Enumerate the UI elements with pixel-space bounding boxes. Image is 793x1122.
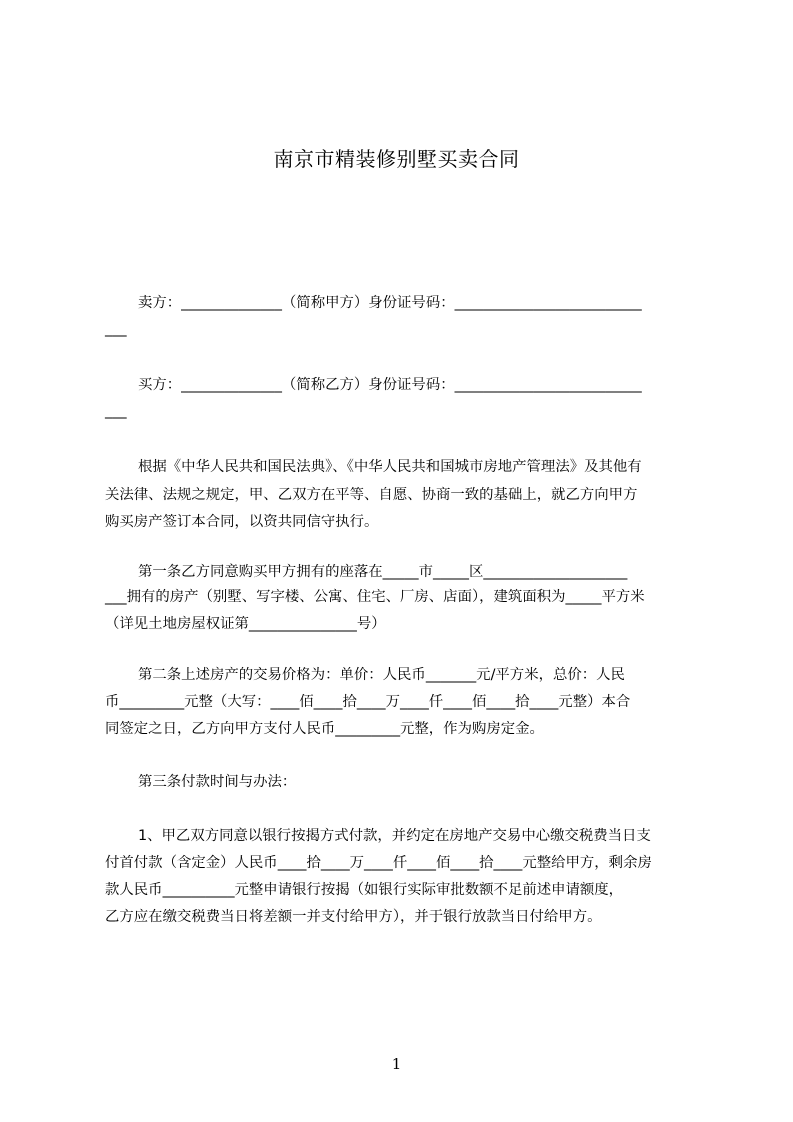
article-2-line-1: 第二条上述房产的交易价格为：单价：人民币_______元/平方米，总价：人民 [138, 667, 625, 683]
seller-line-continued: ___ [105, 321, 127, 337]
payment-clause-line-2: 付首付款（含定金）人民币____拾____万____仟____佰____拾____元整给甲方，剩余房 [105, 855, 652, 871]
buyer-line-continued: ___ [105, 403, 127, 419]
seller-line: 卖方：______________（简称甲方）身份证号码：__________________________ [138, 295, 642, 311]
article-2-line-3: 同签定之日，乙方向甲方支付人民币_________元整，作为购房定金。 [105, 721, 544, 737]
buyer-line: 买方：______________（简称乙方）身份证号码：__________________________ [138, 377, 642, 393]
article-3-heading: 第三条付款时间与办法： [138, 774, 297, 790]
payment-clause-line-1: 1、甲乙双方同意以银行按揭方式付款，并约定在房地产交易中心缴交税费当日支 [138, 828, 651, 844]
preamble-line-3: 购买房产签订本合同，以资共同信守执行。 [105, 514, 379, 530]
payment-clause-line-4: 乙方应在缴交税费当日将差额一并支付给甲方），并于银行放款当日付给甲方。 [105, 909, 602, 925]
document-title: 南京市精装修别墅买卖合同 [273, 147, 520, 171]
article-1-line-2: ___拥有的房产（别墅、写字楼、公寓、住宅、厂房、店面），建筑面积为_____平方米 [105, 589, 645, 605]
preamble-line-1: 根据《中华人民共和国民法典》、《中华人民共和国城市房地产管理法》及其他有 [138, 459, 642, 475]
preamble-line-2: 关法律、法规之规定，甲、乙双方在平等、自愿、协商一致的基础上，就乙方向甲方 [105, 487, 638, 503]
article-1-line-3: （详见土地房屋权证第_______________号） [105, 616, 386, 632]
payment-clause-line-3: 款人民币__________元整申请银行按揭（如银行实际审批数额不足前述申请额度， [105, 882, 624, 898]
page-number: 1 [391, 1055, 402, 1073]
article-2-line-2: 币_________元整（大写：____佰____拾____万____仟____佰____拾____元整）本合 [105, 694, 631, 710]
article-1-line-1: 第一条乙方同意购买甲方拥有的座落在_____市_____区____________________ [138, 564, 628, 580]
